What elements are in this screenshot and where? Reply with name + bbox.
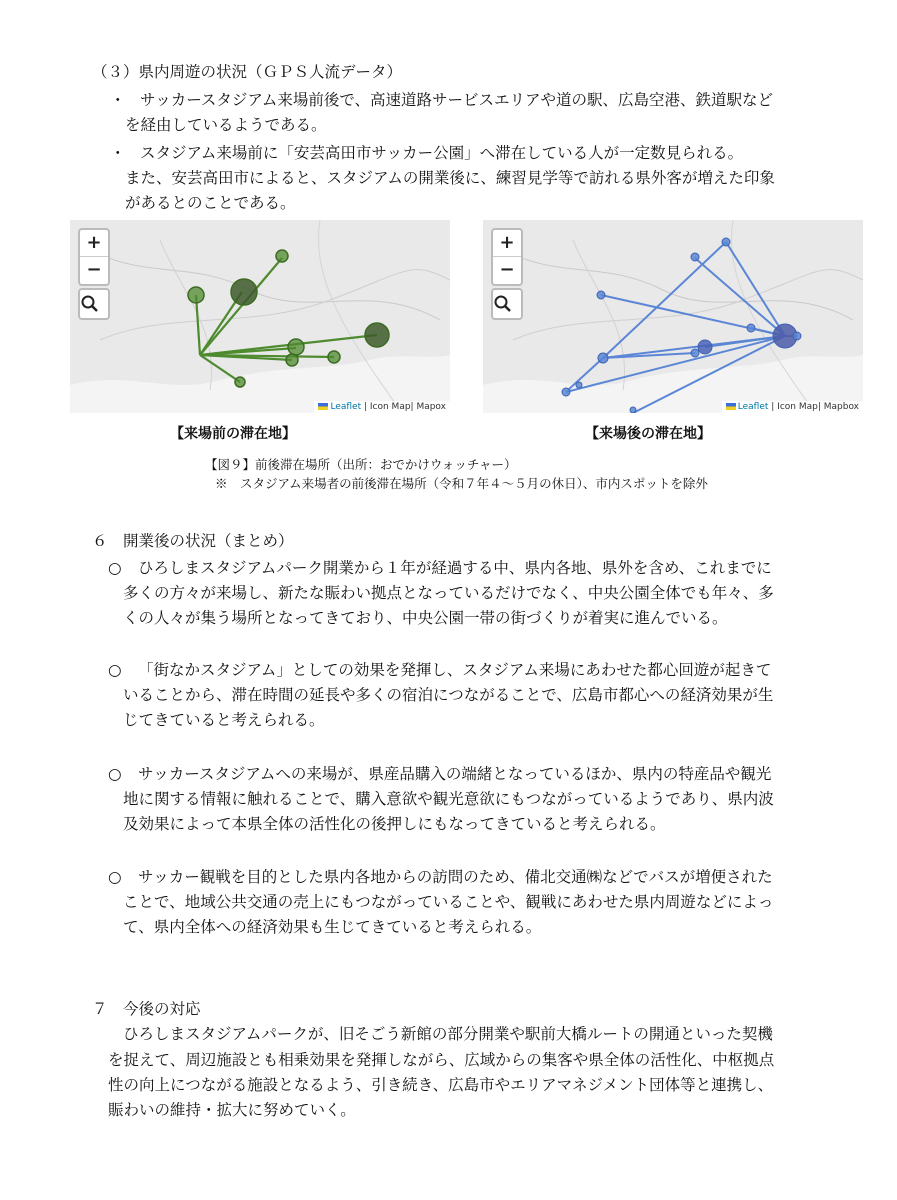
ukraine-flag-icon	[318, 403, 328, 410]
map-attribution	[722, 401, 863, 413]
circle-bullet: ○	[108, 559, 122, 577]
p1-line2: 多くの方々が来場し、新たな賑わい拠点となっているだけでなく、中央公園全体でも年々、多	[123, 584, 774, 602]
figure-caption: 【図９】前後滞在場所（出所：おでかけウォッチャー）	[205, 457, 517, 472]
s7-line1: ひろしまスタジアムパークが、旧そごう新館の部分開業や駅前大橋ルートの開通といった契機	[123, 1025, 773, 1043]
map-after-visit[interactable]	[483, 220, 863, 413]
p1-line1: ひろしまスタジアムパーク開業から１年が経過する中、県内各地、県外を含め、これまでに	[138, 559, 772, 577]
zoom-out-button[interactable]: −	[493, 256, 521, 283]
attribution-rest: | Icon Map| Mapbox	[771, 402, 859, 412]
bullet2-line1: スタジアム来場前に「安芸高田市サッカー公園」へ滞在している人が一定数見られる。	[140, 144, 744, 162]
section6-heading: ６ 開業後の状況（まとめ）	[92, 532, 294, 550]
section3-para-line2: があるとのことである。	[125, 194, 296, 212]
circle-bullet: ○	[108, 765, 122, 783]
search-button[interactable]	[491, 288, 523, 320]
zoom-control	[78, 228, 110, 286]
p1-line3: くの人々が集う場所となってきており、中央公園一帯の街づくりが着実に進んでいる。	[123, 609, 728, 627]
map-after-label: 【来場後の滞在地】	[585, 426, 711, 442]
map-before-visit[interactable]	[70, 220, 450, 413]
bullet1-line2: を経由しているようである。	[125, 116, 327, 134]
section3-heading: （３）県内周遊の状況（ＧＰＳ人流データ）	[92, 63, 403, 81]
zoom-in-button[interactable]: +	[499, 232, 515, 253]
p3-line3: 及効果によって本県全体の活性化の後押しにもなってきていると考えられる。	[123, 815, 666, 833]
zoom-control	[491, 228, 523, 286]
bullet-mark: ・	[110, 144, 126, 162]
bullet1-line1: サッカースタジアム来場前後で、高速道路サービスエリアや道の駅、広島空港、鉄道駅など	[140, 91, 774, 109]
p4-line1: サッカー観戦を目的とした県内各地からの訪問のため、備北交通㈱などでバスが増便された	[138, 868, 773, 886]
p2-line2: いることから、滞在時間の延長や多くの宿泊につながることで、広島市都心への経済効果が生	[123, 686, 774, 704]
p4-line2: ことで、地域公共交通の売上にもつながっていることや、観戦にあわせた県内周遊などによっ	[123, 893, 774, 911]
section7-heading: ７ 今後の対応	[92, 1000, 201, 1018]
zoom-in-button[interactable]: +	[86, 232, 102, 253]
p3-line2: 地に関する情報に触れることで、購入意欲や観光意欲にもつながっているようであり、県内波	[123, 790, 774, 808]
magnifier-icon	[493, 294, 513, 314]
s7-line4: 賑わいの維持・拡大に努めていく。	[108, 1101, 356, 1119]
map-after-visit-canvas	[483, 220, 863, 413]
p2-line1: 「街なかスタジアム」としての効果を発揮し、スタジアム来場にあわせた都心回遊が起きて	[138, 661, 772, 679]
leaflet-link[interactable]: Leaflet	[330, 402, 362, 412]
attribution-rest: | Icon Map| Mapox	[363, 402, 446, 412]
map-attribution	[314, 401, 450, 413]
s7-line3: 性の向上につながる施設となるよう、引き続き、広島市やエリアマネジメント団体等と連携し、	[108, 1076, 774, 1094]
p2-line3: じてきていると考えられる。	[123, 711, 325, 729]
p4-line3: て、県内全体への経済効果も生じてきていると考えられる。	[123, 918, 542, 936]
map-before-visit-canvas	[70, 220, 450, 413]
leaflet-link[interactable]: Leaflet	[737, 402, 769, 412]
zoom-out-button[interactable]: −	[80, 256, 108, 283]
s7-line2: を捉えて、周辺施設とも相乗効果を発揮しながら、広域からの集客や県全体の活性化、中枢拠点	[108, 1051, 775, 1069]
p3-line1: サッカースタジアムへの来場が、県産品購入の端緒となっているほか、県内の特産品や観光	[138, 765, 772, 783]
bullet-mark: ・	[110, 91, 126, 109]
section3-para-line1: また、安芸高田市によると、スタジアムの開業後に、練習見学等で訪れる県外客が増えた印象	[125, 169, 775, 187]
circle-bullet: ○	[108, 868, 122, 886]
figure-note: ※ スタジアム来場者の前後滞在場所（令和７年４～５月の休日）、市内スポットを除外	[215, 476, 708, 491]
magnifier-icon	[80, 294, 100, 314]
circle-bullet: ○	[108, 661, 122, 679]
ukraine-flag-icon	[726, 403, 736, 410]
map-before-label: 【来場前の滞在地】	[170, 426, 296, 442]
search-button[interactable]	[78, 288, 110, 320]
